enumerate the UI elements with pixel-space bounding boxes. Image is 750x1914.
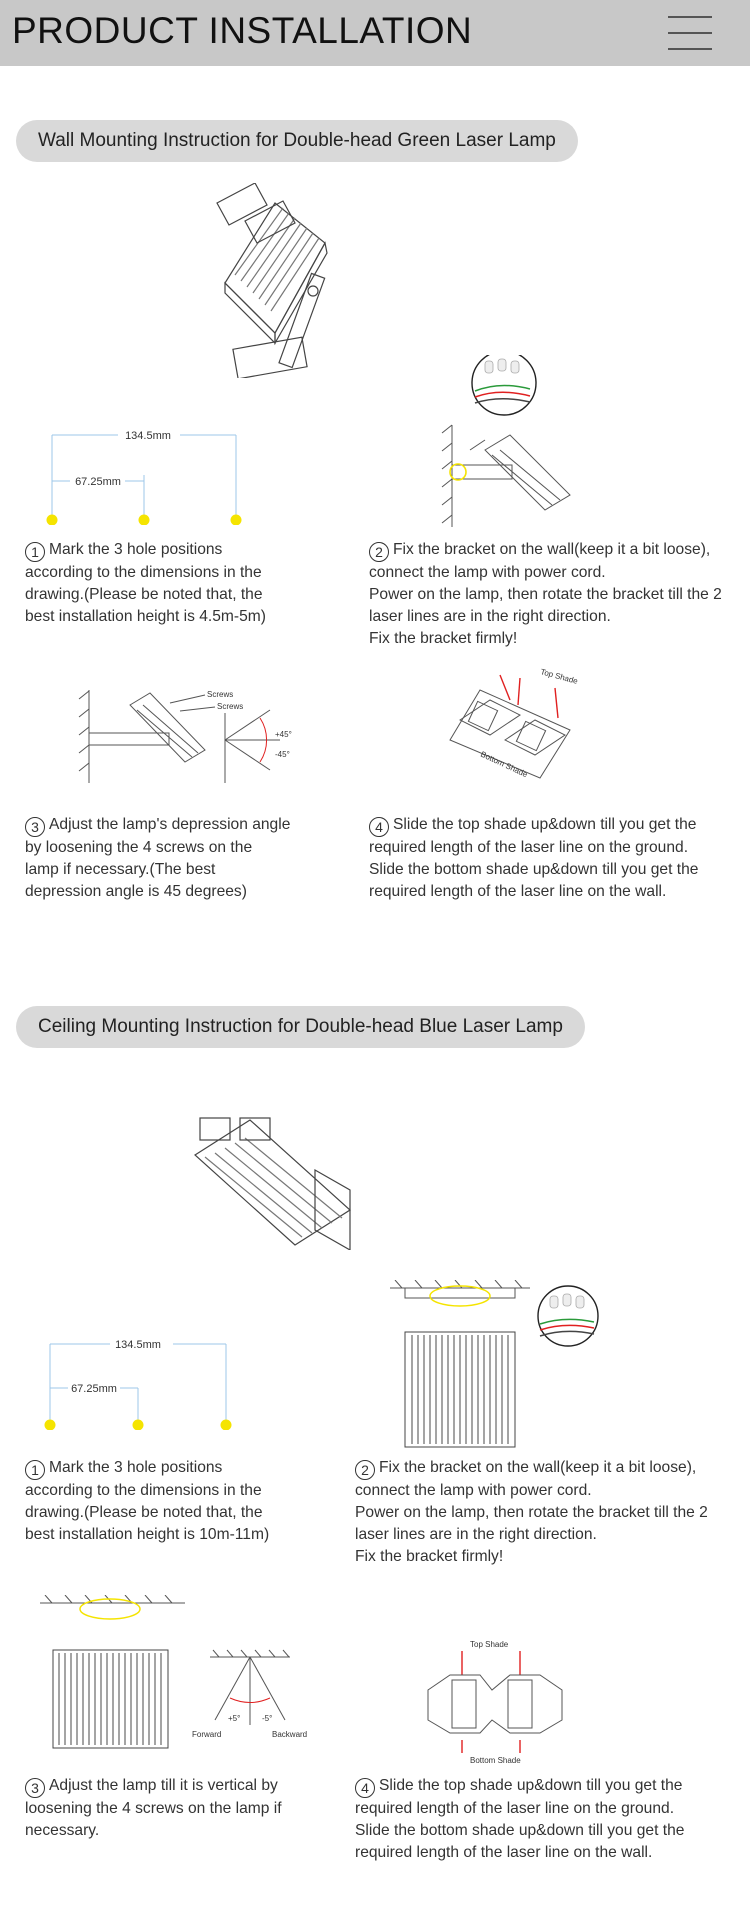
hole-dot: [133, 1420, 144, 1431]
wall-step-1: 1 Mark the 3 hole positions according to the dimensions in the drawing.(Please be noted that, the best installation height is 4.5m-5m): [25, 541, 266, 625]
forward-label: Forward: [192, 1730, 222, 1739]
angle-plus-label: +5°: [228, 1714, 241, 1723]
section-ceiling-title: Ceiling Mounting Instruction for Double-head Blue Laser Lamp: [16, 1006, 585, 1048]
section-wall-title: Wall Mounting Instruction for Double-head Green Laser Lamp: [16, 120, 578, 162]
screws-label: Screws: [217, 702, 244, 711]
hole-dimension-drawing: [40, 425, 255, 525]
ceiling-shade-drawing: [420, 1635, 570, 1765]
hole-dot: [45, 1420, 56, 1431]
hamburger-menu-icon[interactable]: [668, 16, 712, 50]
angle-plus-label: +45°: [275, 730, 292, 739]
wall-bracket-drawing: [430, 355, 590, 530]
ceiling-step-4: 4 Slide the top shade up&down till you get the required length of the laser line on the ground. Slide the bottom shade up&down till you get the required length of the laser line on the wall.: [355, 1777, 685, 1861]
dim-total-label: 134.5mm: [115, 1339, 161, 1351]
ceiling-step-1: 1 Mark the 3 hole positions according to the dimensions in the drawing.(Please be noted that, the best installation height is 10m-11m): [25, 1459, 270, 1543]
dim-half-label: 67.25mm: [75, 476, 121, 488]
vertical-adjust-drawing: [35, 1595, 315, 1750]
wall-step-3: 3 Adjust the lamp's depression angle by loosening the 4 screws on the lamp if necessary.(The best depression angle is 45 degrees): [25, 816, 291, 900]
page-header: [0, 0, 750, 66]
bottom-shade-label: Bottom Shade: [470, 1756, 521, 1765]
ceiling-step-3: 3 Adjust the lamp till it is vertical by loosening the 4 screws on the lamp if necessary.: [25, 1777, 282, 1839]
top-shade-label: Top Shade: [470, 1640, 509, 1649]
screws-label: Screws: [207, 690, 234, 699]
hole-dimension-drawing-ceiling: [38, 1330, 243, 1430]
dim-half-label: 67.25mm: [71, 1383, 117, 1395]
dim-total-label: 134.5mm: [125, 430, 171, 442]
depression-angle-drawing: [75, 685, 300, 785]
hole-dot: [139, 515, 150, 526]
ceiling-bracket-drawing: [390, 1280, 605, 1450]
shade-adjust-drawing: [440, 660, 585, 780]
bottom-shade-label: Bottom Shade: [479, 749, 529, 780]
ceiling-step-2: 2 Fix the bracket on the wall(keep it a bit loose), connect the lamp with power cord. Power on the lamp, then rotate the bracket till the 2 laser lines are in the right direction. Fix the bracket firmly!: [355, 1459, 708, 1565]
wall-lamp-illustration: [215, 183, 355, 378]
hole-dot: [47, 515, 58, 526]
wall-step-2: 2 Fix the bracket on the wall(keep it a bit loose), connect the lamp with power cord. Power on the lamp, then rotate the bracket till the 2 laser lines are in the right direction. Fix the bracket firmly!: [369, 541, 722, 647]
wall-step-4: 4 Slide the top shade up&down till you get the required length of the laser line on the ground. Slide the bottom shade up&down till you get the required length of the laser line on the wall.: [369, 816, 699, 900]
hole-dot: [221, 1420, 232, 1431]
top-shade-label: Top Shade: [539, 667, 579, 686]
page-title: PRODUCT INSTALLATION: [12, 10, 473, 51]
backward-label: Backward: [272, 1730, 308, 1739]
ceiling-lamp-illustration: [190, 1115, 355, 1250]
angle-minus-label: -45°: [275, 750, 290, 759]
angle-minus-label: -5°: [262, 1714, 273, 1723]
hole-dot: [231, 515, 242, 526]
